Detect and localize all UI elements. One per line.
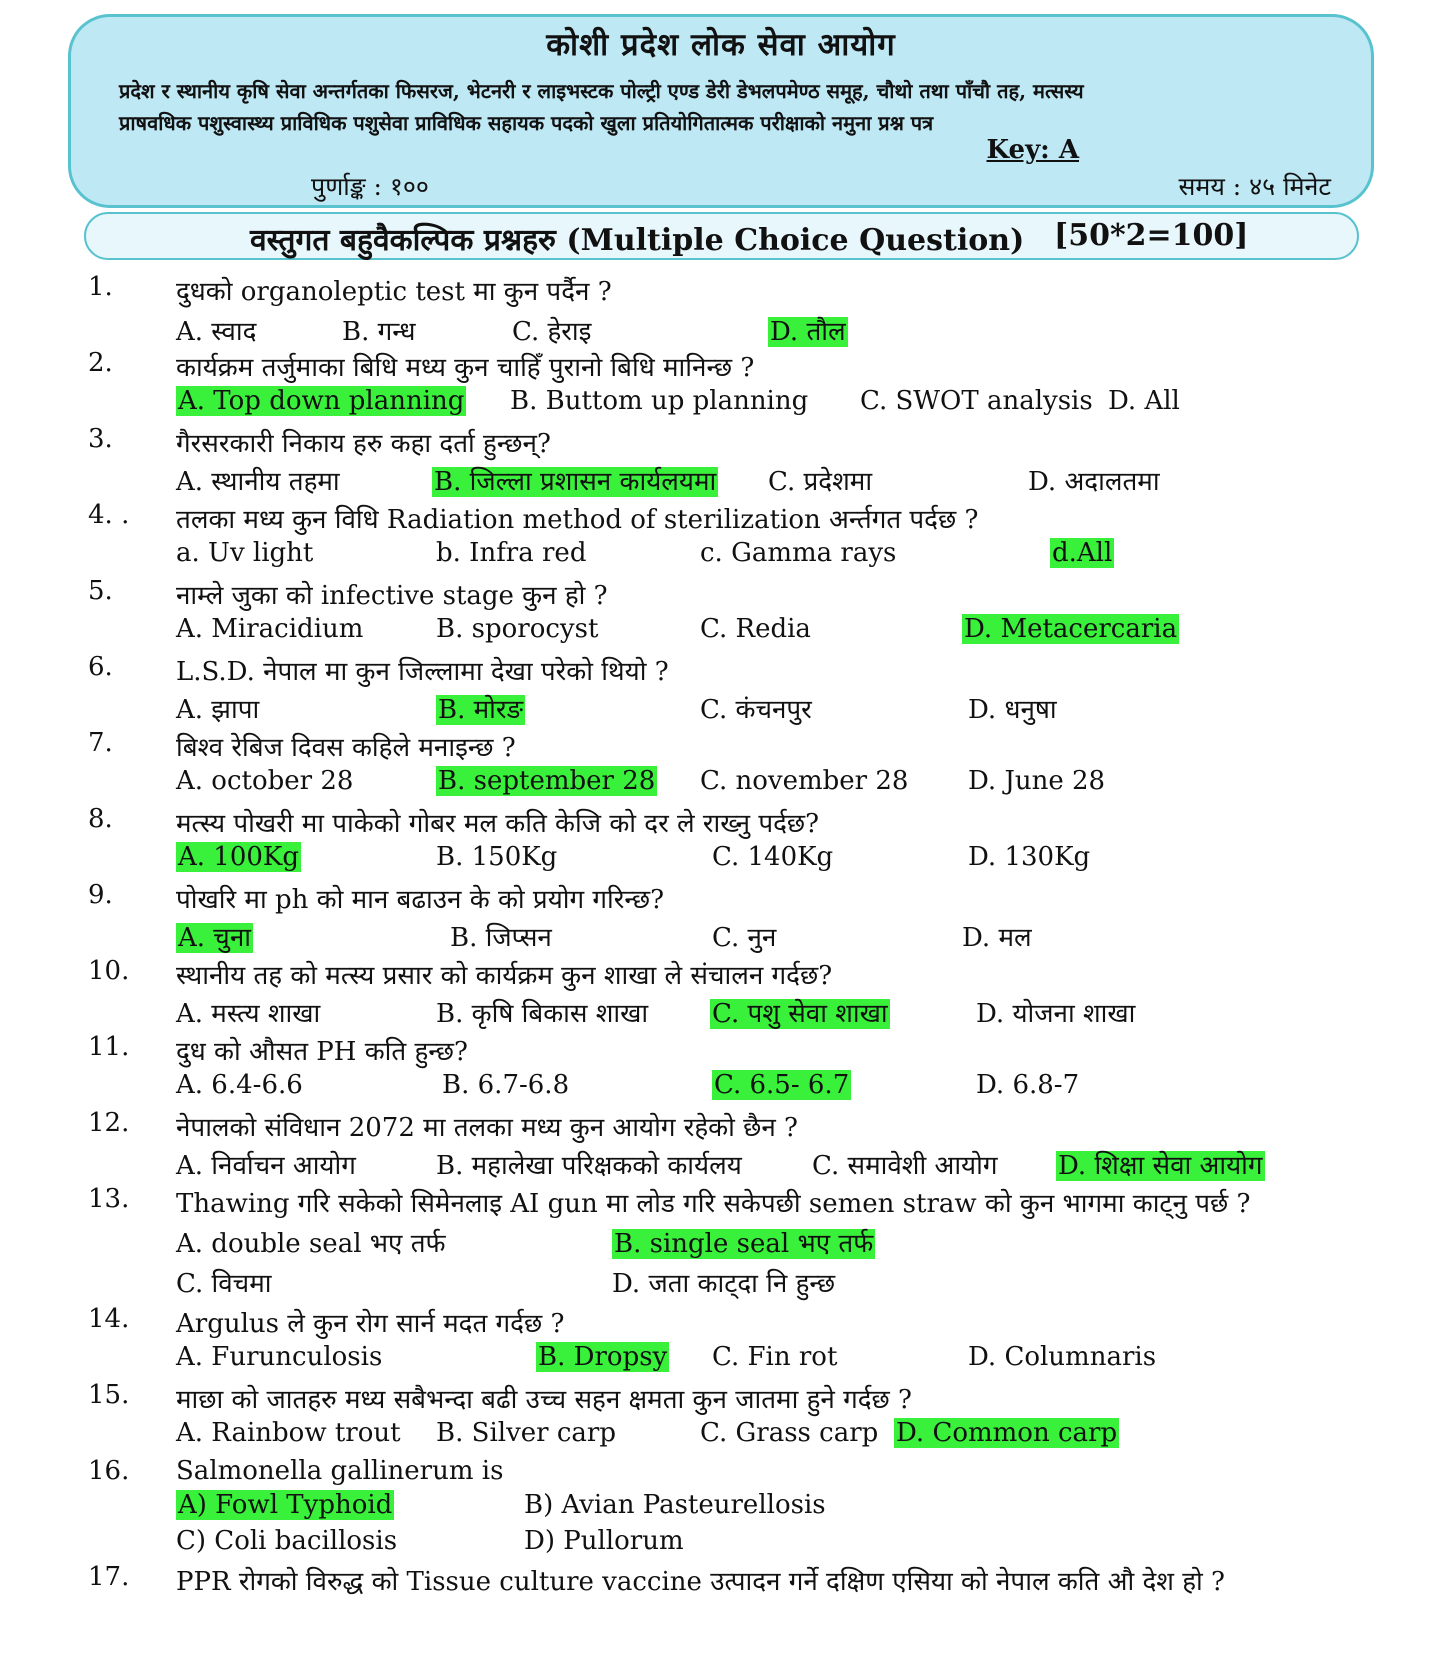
answer-option: D. योजना शाखा: [976, 999, 1136, 1029]
question-text: तलका मध्य कुन विधि Radiation method of sterilization अर्न्तगत पर्दछ ?: [176, 505, 979, 535]
question-text: दुधको organoleptic test मा कुन पर्दैन ?: [176, 277, 612, 307]
answer-option: B. महालेखा परिक्षकको कार्यलय: [436, 1151, 742, 1181]
question-number: 14.: [88, 1304, 130, 1334]
answer-option: A. मस्त्य शाखा: [176, 999, 321, 1029]
answer-option: A. Furunculosis: [176, 1342, 383, 1372]
full-marks: पुर्णाङ्क : १००: [311, 172, 429, 201]
question-text: Salmonella gallinerum is: [176, 1456, 504, 1486]
answer-option: D. June 28: [968, 766, 1106, 796]
answer-option: D. मल: [962, 923, 1032, 953]
question-number: 4. .: [88, 500, 130, 530]
exam-description-line1: प्रदेश र स्थानीय कृषि सेवा अन्तर्गतका फिसरज, भेटनरी र लाइभस्टक पोल्ट्री एण्ड डेरी डेभलपमेण्ठ समूह, चौथो तथा पाँचौ तह, मत्सस्य: [119, 79, 1084, 103]
answer-option-highlighted: A. चुना: [178, 923, 251, 953]
answer-option: C. 140Kg: [712, 842, 834, 872]
answer-option: C. Redia: [700, 614, 811, 644]
question-number: 7.: [88, 728, 113, 758]
question-text: गैरसरकारी निकाय हरु कहा दर्ता हुन्छन्?: [176, 429, 551, 459]
question-number: 3.: [88, 424, 113, 454]
commission-title: कोशी प्रदेश लोक सेवा आयोग: [546, 27, 896, 63]
question-number: 8.: [88, 804, 113, 834]
question-text: Argulus ले कुन रोग सार्न मदत गर्दछ ?: [176, 1309, 565, 1339]
answer-option-highlighted: A) Fowl Typhoid: [178, 1490, 393, 1520]
answer-option: b. Infra red: [436, 538, 587, 568]
answer-option: A. Rainbow trout: [176, 1418, 401, 1448]
answer-option: C) Coli bacillosis: [176, 1526, 398, 1556]
answer-option-highlighted: B. जिल्ला प्रशासन कार्यलयमा: [434, 467, 717, 497]
question-text: कार्यक्रम तर्जुमाका बिधि मध्य कुन चाहिँ पुरानो बिधि मानिन्छ ?: [176, 353, 755, 383]
answer-option: a. Uv light: [176, 538, 314, 568]
answer-option: D. Columnaris: [968, 1342, 1157, 1372]
answer-option: C. Fin rot: [712, 1342, 838, 1372]
question-text: स्थानीय तह को मत्स्य प्रसार को कार्यक्रम कुन शाखा ले संचालन गर्दछ?: [176, 961, 833, 991]
exam-description: [119, 75, 1349, 139]
answer-option: A. स्वाद: [176, 317, 257, 347]
answer-option: B. Silver carp: [436, 1418, 616, 1448]
question-text: पोखरि मा ph को मान बढाउन के को प्रयोग गरिन्छ?: [176, 885, 665, 915]
answer-option-highlighted: C. पशु सेवा शाखा: [712, 999, 888, 1029]
answer-option-highlighted: D. Common carp: [896, 1418, 1118, 1448]
exam-description-line2: प्राषवधिक पशुस्वास्थ्य प्राविधिक पशुसेवा प्राविधिक सहायक पदको खुला प्रतियोगितात्मक परीक्षाको नमुना प्रश्न पत्र: [119, 111, 934, 135]
answer-option-highlighted: d.All: [1052, 538, 1113, 568]
question-text: दुध को औसत PH कति हुन्छ?: [176, 1037, 468, 1067]
answer-option: C. समावेशी आयोग: [812, 1151, 998, 1181]
answer-option: C. विचमा: [176, 1269, 272, 1299]
answer-option: B) Avian Pasteurellosis: [524, 1490, 826, 1520]
question-text: नाम्ले जुका को infective stage कुन हो ?: [176, 581, 608, 611]
question-number: 9.: [88, 880, 113, 910]
question-number: 6.: [88, 652, 113, 682]
exam-time: समय : ४५ मिनेट: [1178, 172, 1331, 201]
answer-option: B. गन्ध: [342, 317, 416, 347]
section-header: [84, 212, 1359, 260]
header-box: [68, 14, 1374, 208]
question-number: 17.: [88, 1562, 130, 1592]
answer-option-highlighted: D. तौल: [770, 317, 846, 347]
answer-option: D. 6.8-7: [976, 1070, 1080, 1100]
answer-option: C. november 28: [700, 766, 909, 796]
question-text: नेपालको संविधान 2072 मा तलका मध्य कुन आयोग रहेको छैन ?: [176, 1113, 798, 1143]
answer-option: c. Gamma rays: [700, 538, 897, 568]
question-number: 13.: [88, 1184, 130, 1214]
answer-option: D. जता काट्दा नि हुन्छ: [612, 1269, 836, 1299]
answer-option: B. 150Kg: [436, 842, 558, 872]
answer-option: D) Pullorum: [524, 1526, 684, 1556]
answer-option: A. निर्वाचन आयोग: [176, 1151, 356, 1181]
answer-option: D. 130Kg: [968, 842, 1091, 872]
answer-option: B. कृषि बिकास शाखा: [436, 999, 649, 1029]
question-number: 12.: [88, 1108, 130, 1138]
question-text: Thawing गरि सकेको सिमेनलाइ AI gun मा लोड गरि सकेपछी semen straw को कुन भागमा काट्नु पर्छ ?: [176, 1189, 1251, 1219]
answer-option-highlighted: B. Dropsy: [538, 1342, 668, 1372]
answer-option: C. Grass carp: [700, 1418, 879, 1448]
answer-option: D. धनुषा: [968, 695, 1057, 725]
answer-option: C. कंचनपुर: [700, 695, 812, 725]
answer-option-highlighted: B. मोरङ: [438, 695, 524, 725]
answer-option-highlighted: A. Top down planning: [178, 386, 465, 416]
answer-option: A. october 28: [176, 766, 354, 796]
answer-option: B. sporocyst: [436, 614, 599, 644]
answer-key-label: Key: A: [986, 135, 1079, 165]
answer-option: C. SWOT analysis: [860, 386, 1093, 416]
answer-option: A. 6.4-6.6: [176, 1070, 303, 1100]
question-number: 11.: [88, 1032, 130, 1062]
question-text: PPR रोगको विरुद्ध को Tissue culture vaccine उत्पादन गर्ने दक्षिण एसिया को नेपाल कति औ देश हो ?: [176, 1567, 1225, 1597]
answer-option-highlighted: B. september 28: [438, 766, 656, 796]
answer-option: B. जिप्सन: [450, 923, 552, 953]
answer-option-highlighted: D. शिक्षा सेवा आयोग: [1058, 1151, 1263, 1181]
question-number: 15.: [88, 1380, 130, 1410]
answer-option: A. झापा: [176, 695, 260, 725]
question-number: 10.: [88, 956, 130, 986]
answer-option: C. हेराइ: [512, 317, 592, 347]
answer-option-highlighted: A. 100Kg: [178, 842, 299, 872]
section-title: वस्तुगत बहुवैकल्पिक प्रश्नहरु (Multiple Choice Question): [250, 223, 1025, 258]
answer-option: C. नुन: [712, 923, 777, 953]
answer-option: B. 6.7-6.8: [442, 1070, 570, 1100]
question-number: 16.: [88, 1456, 130, 1486]
question-text: माछा को जातहरु मध्य सबैभन्दा बढी उच्च सहन क्षमता कुन जातमा हुने गर्दछ ?: [176, 1385, 912, 1415]
section-marks: [50*2=100]: [1054, 218, 1249, 253]
question-text: बिश्व रेबिज दिवस कहिले मनाइन्छ ?: [176, 733, 516, 763]
question-number: 1.: [88, 272, 113, 302]
question-text: L.S.D. नेपाल मा कुन जिल्लामा देखा परेको थियो ?: [176, 657, 669, 687]
answer-option-highlighted: C. 6.5- 6.7: [714, 1070, 850, 1100]
answer-option: D. All: [1108, 386, 1180, 416]
answer-option: D. अदालतमा: [1028, 467, 1160, 497]
question-text: मत्स्य पोखरी मा पाकेको गोबर मल कति केजि को दर ले राख्नु पर्दछ?: [176, 809, 820, 839]
answer-option-highlighted: B. single seal भए तर्फ: [614, 1229, 874, 1259]
answer-option-highlighted: D. Metacercaria: [964, 614, 1178, 644]
answer-option: C. प्रदेशमा: [768, 467, 873, 497]
answer-option: A. स्थानीय तहमा: [176, 467, 340, 497]
answer-option: B. Buttom up planning: [510, 386, 809, 416]
question-number: 5.: [88, 576, 113, 606]
answer-option: A. Miracidium: [176, 614, 364, 644]
question-number: 2.: [88, 348, 113, 378]
answer-option: A. double seal भए तर्फ: [176, 1229, 446, 1259]
